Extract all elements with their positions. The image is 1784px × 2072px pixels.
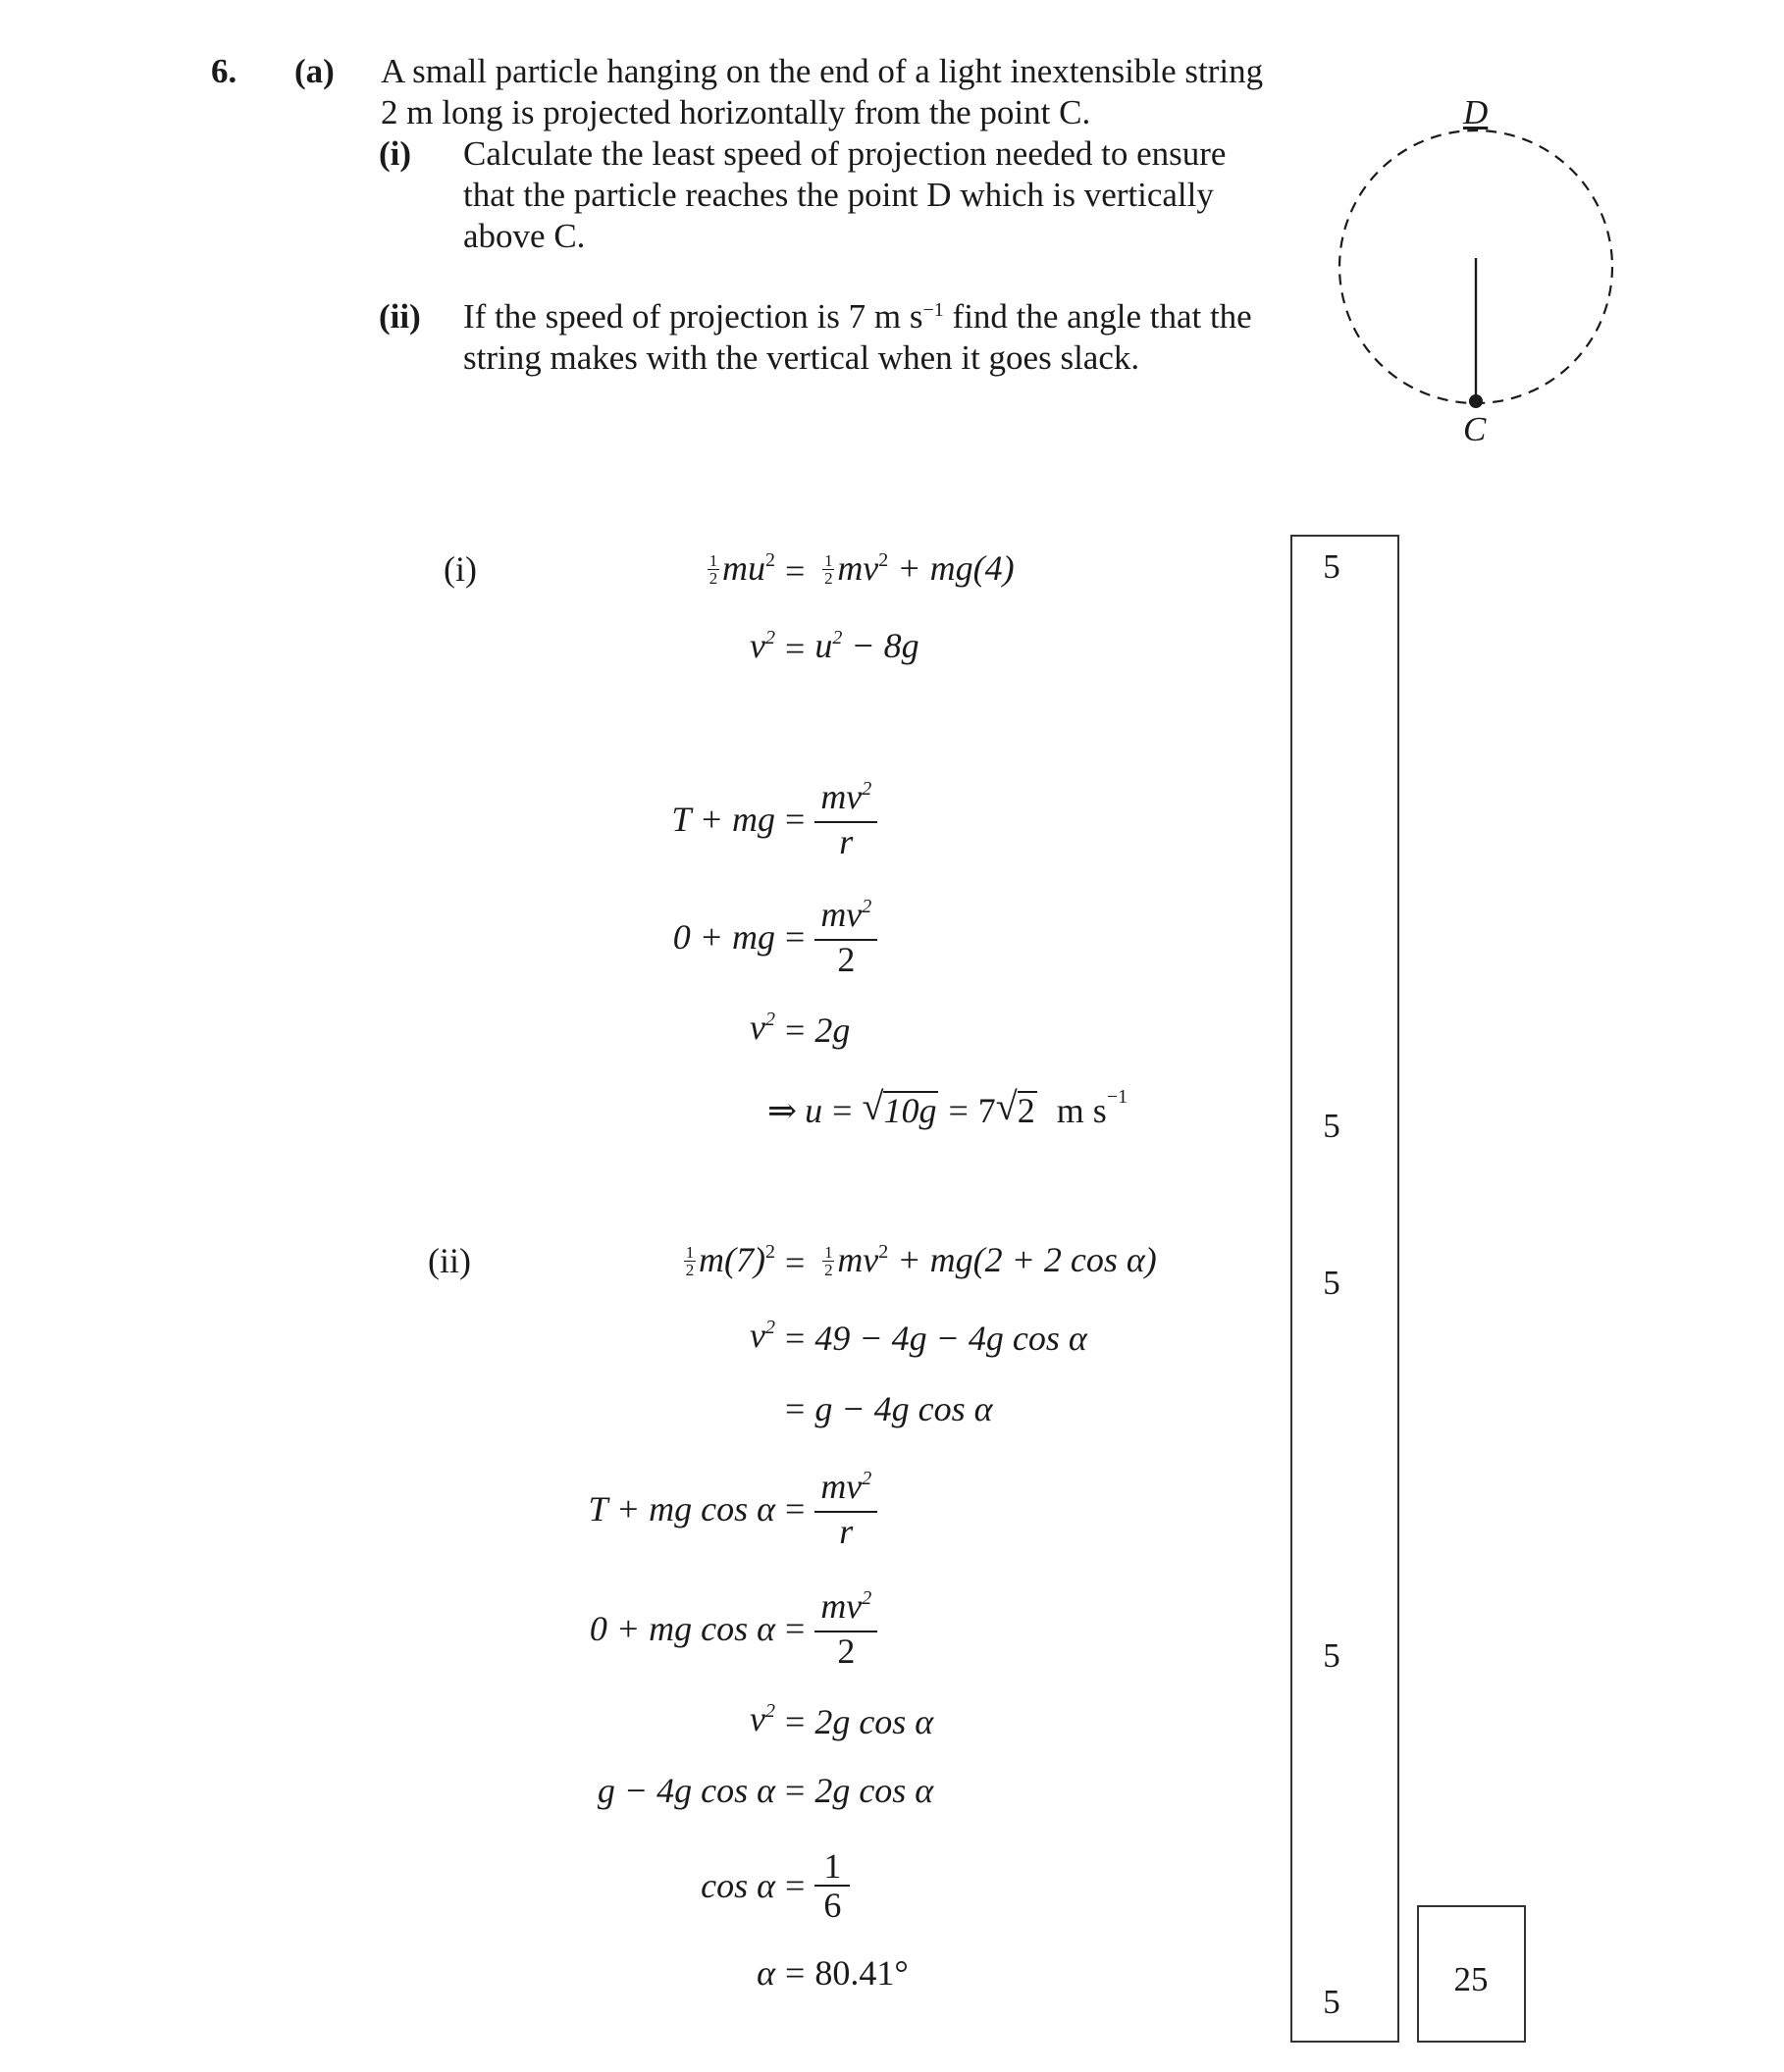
square-root: √ 10g (862, 1084, 937, 1130)
sub-question-ii-label: (ii) (379, 297, 421, 336)
equation-alpha-result: α = 80.41° (757, 1953, 909, 1993)
mark-value: 5 (1323, 547, 1340, 586)
equation-zero-tension-ii: 0 + mg cos α = $\frac{mv^2}{2}$ (0, 1587, 877, 1670)
equation-equate-ii: g − 4g cos α = 2g cos α (597, 1771, 934, 1810)
circle-diagram (1315, 93, 1639, 456)
term: mu (722, 548, 765, 588)
unit-exponent: −1 (922, 299, 944, 321)
sub-question-i-line-1: Calculate the least speed of projection needed to ensure (463, 134, 1227, 173)
question-intro-line-2 (381, 92, 1090, 133)
vertical-circle-diagram-svg (1315, 93, 1639, 456)
equation-cos-alpha: cos α = $\frac{1}{6}$ (0, 1847, 850, 1924)
mark-value: 5 (1323, 1107, 1340, 1145)
particle-dot (1469, 394, 1483, 408)
sub-question-ii-text-a: If the speed of projection is 7 m s (463, 297, 923, 336)
mark-value: 5 (1323, 1983, 1340, 2021)
question-number: 6. (211, 52, 237, 90)
equation-least-speed-result: ⇒ u = √ 10g = 7 √ 2 m s $^{-1}$ (767, 1084, 1128, 1130)
equation-v-squared-2g: $v^2$ = 2g (750, 1008, 851, 1050)
equation-energy-i: $\frac{1}{2}$ $mu^2$ = $\frac{1}{2}$ $mv^2 + mg(4)$ (708, 548, 1015, 591)
part-label-a: (a) (294, 52, 335, 90)
point-label-d: D (1463, 93, 1489, 131)
sub-question-ii-line-2: string makes with the vertical when it goes slack. (463, 338, 1140, 377)
solution-part-i-label: (i) (444, 549, 477, 589)
fraction-half: $\frac{1}{2}$ (824, 551, 833, 589)
sub-question-i-label: (i) (379, 134, 412, 173)
equation-tension-top-i: T + mg = $\frac{mv^2}{r}$ (0, 778, 877, 860)
question-intro-line-2-text: 2 m long is projected horizontally from the point C. (381, 93, 1091, 131)
mark-value: 5 (1323, 1636, 1340, 1675)
equals-sign: = (785, 551, 806, 591)
total-marks-value: 25 (1453, 1960, 1489, 1998)
fraction-half: $\frac{1}{2}$ (708, 551, 718, 589)
sub-question-ii-line-1 (463, 296, 1252, 342)
equation-zero-tension-i: 0 + mg = $\frac{mv^2}{2}$ (0, 896, 877, 978)
solution-part-ii-label: (ii) (428, 1241, 471, 1280)
equation-tension-ii: T + mg cos α = $\frac{mv^2}{r}$ (0, 1468, 877, 1550)
sub-question-ii-text-b: find the angle that the (943, 297, 1252, 336)
equation-energy-ii: $\frac{1}{2}$ $m(7)^2$ = $\frac{1}{2}$ $mv^2 + mg(2 + 2$ cos α) (685, 1240, 1157, 1282)
equation-v-squared-ii: $v^2$ = 49 − 4g − 4g cos α (750, 1316, 1087, 1358)
point-label-c: C (1463, 410, 1487, 448)
equation-v-squared-i: $v^2$ = $u^2 - 8g$ (750, 626, 919, 668)
mark-value: 5 (1323, 1264, 1340, 1302)
sub-question-i-line-3: above C. (463, 217, 586, 255)
equation-simplified-ii: = g − 4g cos α (785, 1389, 993, 1428)
equation-v-squared-cos: $v^2$ = 2g cos α (750, 1699, 934, 1741)
sub-question-i-line-2: that the particle reaches the point D which is vertically (463, 176, 1214, 214)
question-intro-line-1: A small particle hanging on the end of a light inextensible string (381, 52, 1264, 90)
fraction: $\frac{mv^2}{r}$ (814, 778, 877, 860)
